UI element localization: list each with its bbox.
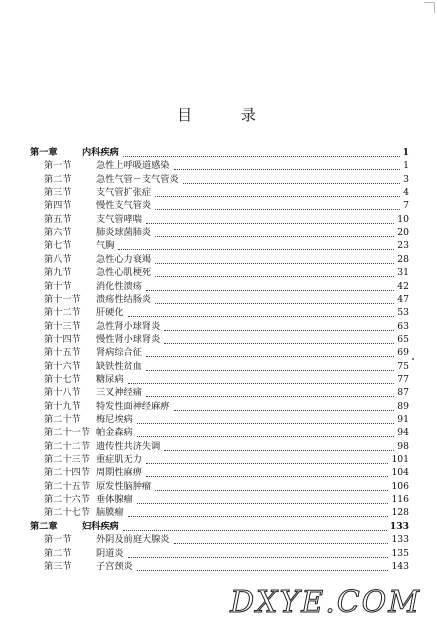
toc-page-number: 91	[397, 414, 409, 425]
toc-entry-title: 遗传性共济失调	[96, 440, 161, 452]
toc-entry-title: 急性肾小球肾炎	[96, 320, 161, 332]
toc-section-row	[0, 333, 437, 346]
toc-chapter-row	[0, 520, 437, 533]
toc-entry-title: 脑膜瘤	[96, 507, 124, 519]
toc-section-row	[0, 360, 437, 373]
toc-dot-leader	[155, 302, 394, 304]
toc-page-number: 77	[397, 373, 409, 385]
toc-entry-label: 第十八节	[44, 387, 81, 399]
toc-dot-leader	[146, 395, 394, 397]
toc-section-row	[0, 226, 437, 239]
toc-section-row	[0, 493, 437, 506]
toc-section-row	[0, 186, 437, 199]
toc-entry-title: 周期性麻痹	[96, 467, 142, 479]
toc-section-row	[0, 199, 437, 212]
toc-section-row	[0, 426, 437, 439]
toc-entry-label: 第九节	[44, 267, 72, 279]
toc-page-number: 133	[391, 534, 409, 546]
toc-entry-label: 第十九节	[44, 400, 81, 412]
toc-page-number: 1	[403, 160, 409, 172]
toc-section-row	[0, 253, 437, 266]
toc-section-row	[0, 346, 437, 359]
toc-page-number: 101	[391, 454, 409, 466]
toc-section-row	[0, 266, 437, 279]
toc-page-number: 3	[403, 173, 409, 185]
toc-section-row	[0, 173, 437, 186]
toc-dot-leader	[155, 208, 400, 210]
toc-page-number: 106	[391, 480, 409, 492]
toc-dot-leader	[146, 369, 394, 371]
toc-dot-leader	[155, 275, 394, 277]
toc-page-number: 89	[397, 400, 409, 412]
toc-page-number: 63	[397, 320, 409, 332]
toc-dot-leader	[137, 502, 388, 504]
toc-entry-label: 第二节	[44, 173, 72, 185]
toc-entry-title: 慢性肾小球肾炎	[96, 333, 161, 345]
toc-entry-title: 三叉神经痛	[96, 387, 142, 399]
toc-dot-leader	[164, 342, 394, 344]
toc-section-row	[0, 480, 437, 493]
toc-page-number: 47	[397, 293, 409, 305]
toc-section-row	[0, 373, 437, 386]
toc-page-number: 116	[391, 494, 409, 506]
toc-entry-label: 第二十二节	[44, 440, 90, 452]
toc-entry-title: 妇科疾病	[82, 520, 119, 532]
toc-entry-label: 第二十五节	[44, 480, 90, 492]
toc-entry-label: 第四节	[44, 200, 72, 212]
toc-entry-label: 第二十四节	[44, 467, 90, 479]
toc-dot-leader	[155, 262, 394, 264]
toc-dot-leader	[128, 315, 394, 317]
toc-page-number: 69	[397, 347, 409, 359]
toc-entry-label: 第三节	[44, 187, 72, 199]
toc-dot-leader	[128, 515, 388, 517]
toc-chapter-row	[0, 146, 437, 159]
toc-dot-leader	[146, 462, 388, 464]
toc-section-row	[0, 400, 437, 413]
toc-entry-label: 第二章	[30, 520, 58, 532]
toc-entry-title: 糖尿病	[96, 373, 124, 385]
toc-dot-leader	[118, 248, 394, 250]
toc-dot-leader	[174, 542, 388, 544]
toc-entry-label: 第二十节	[44, 414, 81, 425]
toc-page-number: 20	[397, 227, 409, 239]
toc-page-number: 143	[391, 560, 409, 572]
toc-section-row	[0, 533, 437, 546]
toc-dot-leader	[155, 195, 400, 197]
toc-section-row	[0, 413, 437, 426]
toc-entry-label: 第八节	[44, 253, 72, 265]
toc-dot-leader	[155, 489, 388, 491]
toc-dot-leader	[174, 168, 400, 170]
toc-section-row	[0, 466, 437, 479]
toc-dot-leader	[137, 569, 388, 571]
toc-entry-label: 第十二节	[44, 307, 81, 319]
toc-page-number: 65	[397, 333, 409, 345]
toc-entry-title: 缺铁性贫血	[96, 360, 142, 372]
toc-dot-leader	[183, 182, 400, 184]
toc-section-row	[0, 560, 437, 573]
toc-entry-label: 第十节	[44, 280, 72, 292]
toc-dot-leader	[146, 355, 394, 357]
toc-section-row	[0, 293, 437, 306]
toc-section-row	[0, 453, 437, 466]
toc-entry-title: 重症肌无力	[96, 454, 142, 466]
toc-entry-label: 第二十三节	[44, 454, 90, 466]
toc-entry-title: 肺炎球菌肺炎	[96, 227, 152, 239]
toc-dot-leader	[164, 449, 394, 451]
toc-page-number: 75	[397, 360, 409, 372]
toc-entry-label: 第十三节	[44, 320, 81, 332]
toc-entry-label: 第二十一节	[44, 427, 90, 439]
watermark-logo: DXYE.COM	[230, 585, 421, 620]
toc-entry-title: 支气管哮喘	[96, 213, 142, 225]
toc-entry-title: 内科疾病	[82, 147, 119, 158]
toc-entry-label: 第五节	[44, 213, 72, 225]
toc-entry-label: 第二节	[44, 547, 72, 559]
toc-entry-title: 急性气管－支气管炎	[96, 173, 179, 185]
toc-dot-leader	[128, 556, 388, 558]
toc-entry-title: 溃疡性结肠炎	[96, 293, 152, 305]
page-title: 目 录	[177, 106, 278, 124]
toc-entry-title: 急性心肌梗死	[96, 267, 152, 279]
toc-dot-leader	[146, 222, 394, 224]
toc-section-row	[0, 440, 437, 453]
toc-entry-label: 第一节	[44, 534, 72, 546]
toc-entry-label: 第六节	[44, 227, 72, 239]
toc-entry-title: 急性心力衰竭	[96, 253, 152, 265]
toc-page-number: 128	[391, 507, 409, 519]
toc-entry-label: 第一章	[30, 147, 58, 158]
toc-entry-title: 消化性溃疡	[96, 280, 142, 292]
page-corner-mark	[424, 2, 435, 13]
toc-page-number: 94	[397, 427, 409, 439]
toc-dot-leader	[146, 289, 394, 291]
toc-entry-title: 子宫颈炎	[96, 560, 133, 572]
toc-page-number: 31	[397, 267, 409, 279]
toc-entry-title: 肝硬化	[96, 307, 124, 319]
toc-page-number: 4	[403, 187, 409, 199]
toc-section-row	[0, 506, 437, 519]
toc-page-number: 87	[397, 387, 409, 399]
toc-entry-title: 急性上呼吸道感染	[96, 160, 170, 172]
toc-dot-leader	[123, 529, 387, 531]
toc-entry-label: 第一节	[44, 160, 72, 172]
toc-page-number: 1	[402, 147, 409, 158]
toc-page-number: 135	[391, 547, 409, 559]
toc-entry-label: 第二十七节	[44, 507, 90, 519]
toc-page-number: 10	[397, 213, 409, 225]
toc-dot-leader	[155, 235, 394, 237]
toc-entry-label: 第十六节	[44, 360, 81, 372]
toc-page-number: 53	[397, 307, 409, 319]
toc-dot-leader	[128, 382, 394, 384]
toc-dot-leader	[137, 422, 394, 424]
toc-entry-title: 慢性支气管炎	[96, 200, 152, 212]
toc-entry-label: 第二十六节	[44, 494, 90, 506]
toc-section-row	[0, 547, 437, 560]
toc-entry-label: 第十五节	[44, 347, 81, 359]
toc-section-row	[0, 306, 437, 319]
toc-section-row	[0, 213, 437, 226]
toc-dot-leader	[123, 155, 400, 157]
toc-entry-title: 阴道炎	[96, 547, 124, 559]
toc-page-number: 23	[397, 240, 409, 252]
toc-dot-leader	[146, 475, 388, 477]
toc-entry-title: 梅尼埃病	[96, 414, 133, 425]
toc-page-number: 42	[397, 280, 409, 292]
toc-entry-title: 帕金森病	[96, 427, 133, 439]
toc-entry-title: 支气管扩张症	[96, 187, 152, 199]
toc-entry-label: 第十七节	[44, 373, 81, 385]
toc-section-row	[0, 280, 437, 293]
toc-entry-label: 第十一节	[44, 293, 81, 305]
toc-entry-title: 外阴及前庭大腺炎	[96, 534, 170, 546]
toc-page-number: 104	[391, 467, 409, 479]
toc-entry-title: 垂体腺瘤	[96, 494, 133, 506]
toc-page-number: 133	[389, 520, 409, 532]
toc-entry-title: 特发性面神经麻痹	[96, 400, 170, 412]
toc-entry-title: 原发性脑肿瘤	[96, 480, 152, 492]
toc-entry-label: 第十四节	[44, 333, 81, 345]
toc-entry-title: 气胸	[96, 240, 115, 252]
toc-section-row	[0, 320, 437, 333]
toc-entry-label: 第三节	[44, 560, 72, 572]
toc-dot-leader	[174, 409, 394, 411]
toc-page-number: 98	[397, 440, 409, 452]
toc-dot-leader	[164, 329, 394, 331]
toc-entry-label: 第七节	[44, 240, 72, 252]
toc-entry-title: 肾病综合征	[96, 347, 142, 359]
toc-section-row	[0, 386, 437, 399]
toc-dot-leader	[137, 435, 394, 437]
toc-section-row	[0, 159, 437, 172]
toc-section-row	[0, 239, 437, 252]
toc-page-number: 7	[403, 200, 409, 212]
toc-page-number: 28	[397, 253, 409, 265]
